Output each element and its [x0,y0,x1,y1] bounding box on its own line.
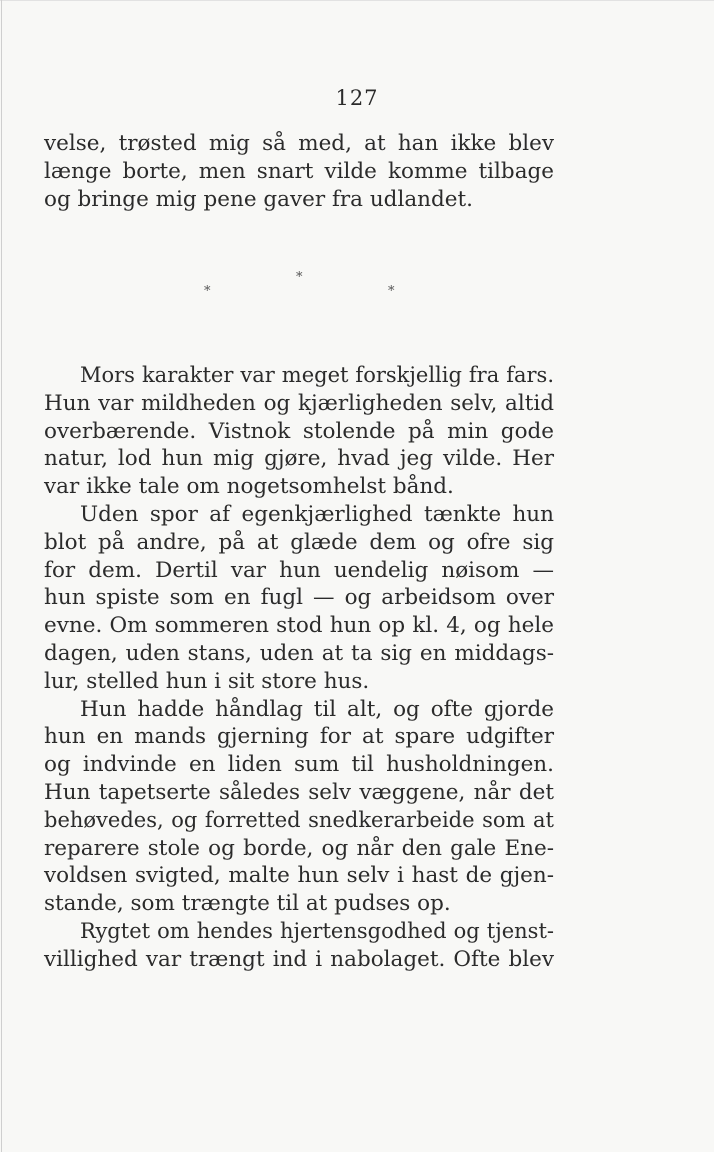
section-separator [0,262,714,322]
text-line: hun spiste som en fugl — og arbeidsom over [44,585,554,611]
page-top-edge [0,0,714,1]
text-line: evne. Om sommeren stod hun op kl. 4, og hele [44,613,554,639]
text-line: overbærende. Vistnok stolende på min gode [44,418,554,444]
text-line: og bringe mig pene gaver fra udlandet. [44,186,473,212]
text-line: stande, som trængte til at pudses op. [44,891,451,917]
text-line: villighed var trængt ind i nabolaget. Ofte blev [44,946,554,972]
asterisk: * [204,284,211,299]
text-line: Hun tapetserte således selv væggene, når det [44,779,554,805]
text-line: var ikke tale om nogetsomhelst bånd. [44,474,454,500]
text-line: længe borte, men snart vilde komme tilbage [44,158,554,184]
text-line: lur, stelled hun i sit store hus. [44,668,370,694]
opening-fragment [44,130,554,213]
text-line: natur, lod hun mig gjøre, hvad jeg vilde. Her [44,446,554,472]
text-line: Hun hadde håndlag til alt, og ofte gjorde [80,696,554,722]
text-line: behøvedes, og forretted snedkerarbeide som at [44,807,554,832]
text-line: blot på andre, på at glæde dem og ofre sig [44,529,554,555]
text-line: Hun var mildheden og kjærligheden selv, altid [44,390,554,416]
body-text [44,362,554,974]
text-line: Rygtet om hendes hjertensgodhed og tjenst- [80,918,554,943]
text-line: og indvinde en liden sum til husholdningen. [44,752,554,778]
text-line: hun en mands gjerning for at spare udgifter [44,724,554,750]
text-line: Uden spor af egenkjærlighed tænkte hun [80,501,554,527]
page-binding-edge [1,0,2,1152]
asterisk: * [296,270,303,285]
text-line: for dem. Dertil var hun uendelig nøisom — [44,557,554,583]
asterisk: * [388,284,395,299]
text-line: reparere stole og borde, og når den gale Ene- [44,835,554,861]
text-line: Mors karakter var meget forskjellig fra fars. [80,363,554,387]
text-line: voldsen svigted, malte hun selv i hast de gjen- [44,863,554,889]
page-number: 127 [335,86,379,110]
text-line: velse, trøsted mig så med, at han ikke blev [44,131,554,156]
text-line: dagen, uden stans, uden at ta sig en middags- [44,640,554,666]
